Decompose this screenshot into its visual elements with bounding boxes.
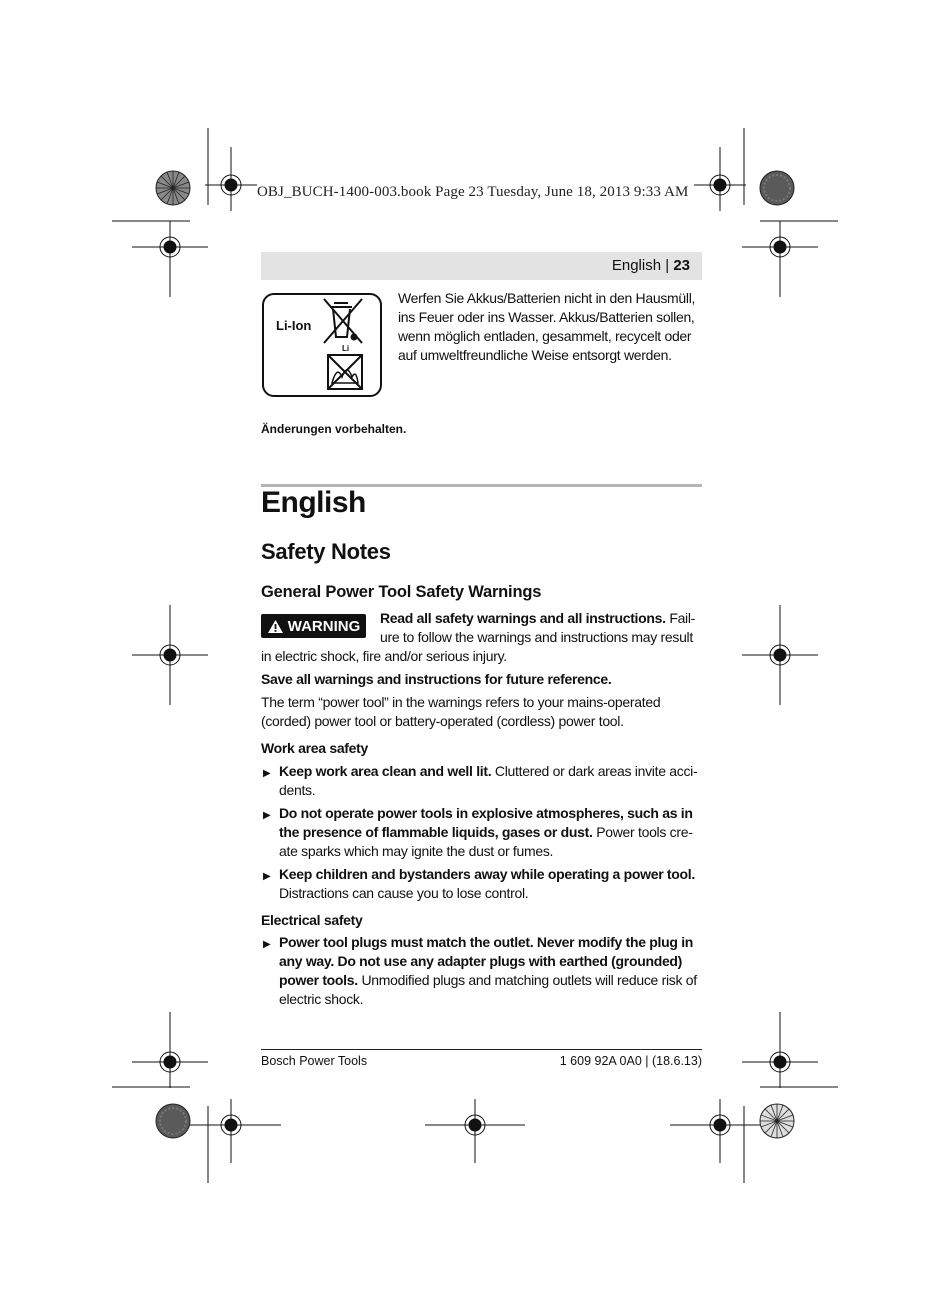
bullet-text: Distractions can cause you to lose control. bbox=[279, 885, 529, 901]
page-number: 23 bbox=[673, 257, 690, 274]
section-title: Safety Notes bbox=[261, 539, 391, 564]
header-language: English bbox=[611, 257, 662, 274]
disposal-instructions bbox=[398, 289, 703, 365]
bullet-text: electric shock. bbox=[279, 991, 364, 1007]
bullet-bold-text: power tools. bbox=[279, 972, 358, 988]
bullet-text: ate sparks which may ignite the dust or fumes. bbox=[279, 843, 554, 859]
warning-badge bbox=[261, 614, 366, 638]
bullet-bold-text: Power tool plugs must match the outlet. Never modify the plug in bbox=[279, 934, 694, 950]
save-instructions-note bbox=[261, 670, 703, 689]
bullet-arrow-icon: ▶ bbox=[263, 871, 271, 882]
warning-triangle-icon bbox=[267, 619, 284, 634]
li-ion-disposal-symbol bbox=[262, 293, 382, 397]
footer-divider bbox=[261, 1049, 702, 1050]
language-title: English bbox=[261, 486, 366, 519]
warning-text-continued bbox=[261, 647, 703, 666]
warning-badge-label: WARNING bbox=[287, 617, 361, 635]
changes-note: Änderungen vorbehalten. bbox=[261, 422, 407, 436]
bullet-bold-text: the presence of flammable liquids, gases or dust. bbox=[279, 824, 593, 840]
warning-text: in electric shock, fire and/or serious injury. bbox=[261, 648, 507, 664]
li-ion-label: Li-Ion bbox=[276, 318, 312, 333]
bullet-bold-text: Keep children and bystanders away while operating a power tool. bbox=[279, 866, 695, 882]
bullet-text: Unmodified plugs and matching outlets will reduce risk of bbox=[357, 972, 697, 988]
disposal-line: wenn möglich entladen, gesammelt, recycelt oder bbox=[398, 328, 692, 344]
warning-bold-text: Read all safety warnings and all instructions. bbox=[380, 610, 666, 626]
disposal-line: ins Feuer oder ins Wasser. Akkus/Batterien sollen, bbox=[398, 309, 695, 325]
term-note-line: (corded) power tool or battery-operated (cordless) power tool. bbox=[261, 713, 624, 729]
li-bin-label: Li bbox=[342, 344, 350, 353]
footer-doc-number: 1 609 92A 0A0 | (18.6.13) bbox=[559, 1054, 702, 1068]
save-note-text: Save all warnings and instructions for future reference. bbox=[261, 671, 612, 687]
footer-brand: Bosch Power Tools bbox=[261, 1054, 368, 1068]
bullet-arrow-icon: ▶ bbox=[263, 810, 271, 821]
page-header bbox=[261, 252, 702, 280]
header-separator: | bbox=[665, 257, 670, 274]
bullet-text: dents. bbox=[279, 782, 316, 798]
warning-text-block bbox=[380, 609, 705, 647]
disposal-line: Werfen Sie Akkus/Batterien nicht in den Hausmüll, bbox=[398, 290, 696, 306]
power-tool-term-note bbox=[261, 693, 703, 731]
bullet-text: Power tools cre- bbox=[592, 824, 693, 840]
print-slug-line: OBJ_BUCH-1400-003.book Page 23 Tuesday, June 18, 2013 9:33 AM bbox=[257, 184, 689, 200]
page-header-label bbox=[612, 257, 690, 274]
bullet-arrow-icon: ▶ bbox=[263, 939, 271, 950]
bullet-arrow-icon: ▶ bbox=[263, 768, 271, 779]
bullet-bold-text: Keep work area clean and well lit. bbox=[279, 763, 492, 779]
term-note-line: The term “power tool” in the warnings refers to your mains-operated bbox=[261, 694, 661, 710]
bullet-bold-text: any way. Do not use any adapter plugs with earthed (grounded) bbox=[279, 953, 683, 969]
subsection-title: General Power Tool Safety Warnings bbox=[261, 583, 542, 601]
warning-text: ure to follow the warnings and instructions may result bbox=[380, 629, 693, 645]
work-area-heading: Work area safety bbox=[261, 740, 369, 756]
bullet-text: Cluttered or dark areas invite acci- bbox=[491, 763, 698, 779]
disposal-line: auf umweltfreundliche Weise entsorgt werden. bbox=[398, 347, 672, 363]
warning-text: Fail- bbox=[665, 610, 696, 626]
electrical-safety-heading: Electrical safety bbox=[261, 912, 363, 928]
crossed-bin-icon bbox=[262, 293, 382, 397]
bullet-bold-text: Do not operate power tools in explosive atmospheres, such as in bbox=[279, 805, 693, 821]
